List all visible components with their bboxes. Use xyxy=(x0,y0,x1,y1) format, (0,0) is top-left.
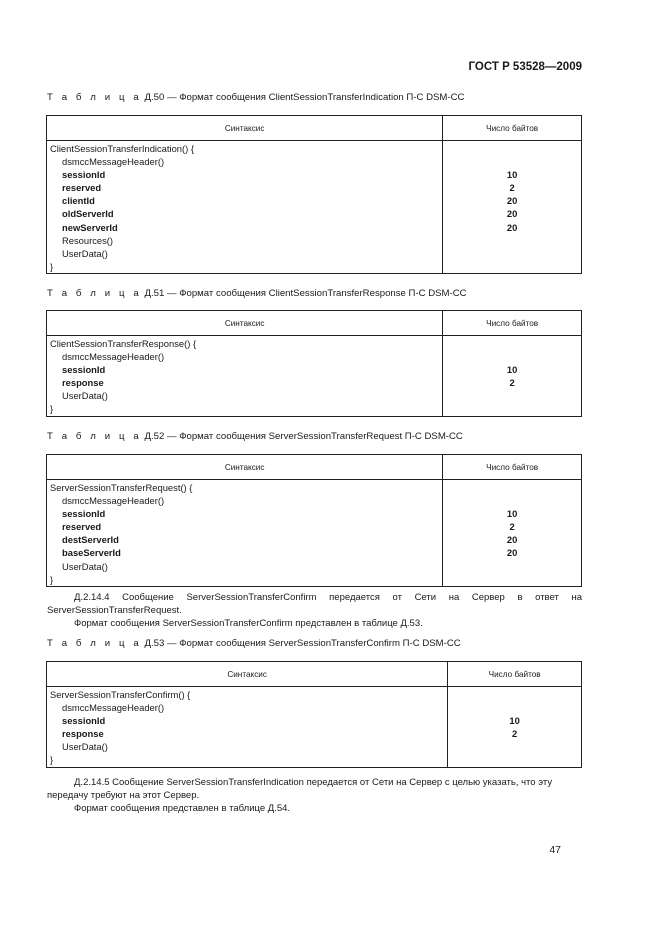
paragraph-line: Д.2.14.4 Сообщение ServerSessionTransferConfirm передается от Сети на Сервер в ответ на xyxy=(74,592,582,603)
bytes-header: Число байтов xyxy=(443,116,582,141)
bytes-column xyxy=(443,336,582,417)
table-d53 xyxy=(46,661,582,768)
bytes-header: Число байтов xyxy=(443,311,582,336)
caption-text: Д.51 — Формат сообщения ClientSessionTransferResponse П-С DSM-CC xyxy=(141,288,467,299)
syntax-line: oldServerId xyxy=(62,208,114,220)
syntax-line: } xyxy=(50,403,54,415)
bytes-value: 2 xyxy=(512,728,518,740)
bytes-value: 2 xyxy=(509,377,515,389)
table-caption-d50 xyxy=(47,92,464,103)
syntax-line: response xyxy=(62,377,104,389)
syntax-header: Синтаксис xyxy=(47,311,443,336)
syntax-line: UserData() xyxy=(62,741,108,753)
standard-header: ГОСТ Р 53528—2009 xyxy=(468,61,582,73)
syntax-line: baseServerId xyxy=(62,547,121,559)
syntax-line: destServerId xyxy=(62,534,119,546)
syntax-line: sessionId xyxy=(62,715,106,727)
paragraph-line: Д.2.14.5 Сообщение ServerSessionTransferIndication передается от Сети на Сервер с целью указать, что эту xyxy=(74,777,553,788)
bytes-header: Число байтов xyxy=(443,455,582,480)
bytes-value xyxy=(443,337,581,350)
bytes-value: 20 xyxy=(506,195,518,207)
syntax-line: ClientSessionTransferIndication() { xyxy=(50,143,194,154)
table-caption-d53 xyxy=(47,638,461,649)
paragraph-line: Формат сообщения ServerSessionTransferConfirm представлен в таблице Д.53. xyxy=(74,618,423,629)
bytes-value: 20 xyxy=(506,534,518,546)
bytes-value: 10 xyxy=(509,715,520,727)
bytes-value xyxy=(443,350,581,363)
syntax-line: ServerSessionTransferRequest() { xyxy=(50,482,193,493)
caption-prefix: Т а б л и ц а xyxy=(47,638,142,649)
table-caption-d51 xyxy=(47,288,467,299)
bytes-value: 10 xyxy=(506,364,518,376)
caption-text: Д.53 — Формат сообщения ServerSessionTransferConfirm П-С DSM-CC xyxy=(141,638,461,649)
syntax-line: UserData() xyxy=(62,560,108,572)
bytes-value: 2 xyxy=(509,521,515,533)
syntax-line: } xyxy=(50,260,54,272)
caption-text: Д.52 — Формат сообщения ServerSessionTransferRequest П-С DSM-CC xyxy=(141,431,463,442)
paragraph-d-2-14-5 xyxy=(47,776,582,815)
syntax-line: Resources() xyxy=(62,234,114,246)
bytes-value: 10 xyxy=(506,508,518,520)
syntax-line: response xyxy=(62,728,104,740)
bytes-value xyxy=(448,701,581,714)
syntax-line: reserved xyxy=(62,521,102,533)
syntax-line: ServerSessionTransferConfirm() { xyxy=(50,689,191,700)
paragraph-line: ServerSessionTransferRequest. xyxy=(47,605,182,616)
paragraph-d-2-14-4 xyxy=(47,591,582,630)
syntax-line: UserData() xyxy=(62,247,108,259)
syntax-line: dsmccMessageHeader() xyxy=(62,156,165,168)
syntax-line: } xyxy=(50,754,54,766)
bytes-header: Число байтов xyxy=(448,662,582,687)
syntax-line: clientId xyxy=(62,195,95,207)
bytes-value: 10 xyxy=(506,169,518,181)
syntax-line: sessionId xyxy=(62,364,106,376)
syntax-line: reserved xyxy=(62,182,102,194)
bytes-value: 20 xyxy=(506,221,518,233)
bytes-column xyxy=(443,141,582,274)
syntax-line: ClientSessionTransferResponse() { xyxy=(50,338,197,349)
syntax-line: dsmccMessageHeader() xyxy=(62,702,165,714)
bytes-value: 20 xyxy=(506,547,518,559)
syntax-line: dsmccMessageHeader() xyxy=(62,351,165,363)
bytes-value xyxy=(448,688,581,701)
bytes-column xyxy=(443,480,582,587)
bytes-column xyxy=(448,687,582,768)
syntax-line: } xyxy=(50,573,54,585)
syntax-line: sessionId xyxy=(62,508,106,520)
syntax-column xyxy=(47,687,448,768)
syntax-column xyxy=(47,336,443,417)
bytes-value xyxy=(443,494,581,507)
bytes-value: 20 xyxy=(506,208,518,220)
caption-prefix: Т а б л и ц а xyxy=(47,431,142,442)
paragraph-line: передачу требуют на этот Сервер. xyxy=(47,790,200,801)
bytes-value xyxy=(443,142,581,155)
page-number: 47 xyxy=(549,844,561,856)
bytes-value: 2 xyxy=(509,182,515,194)
syntax-line: UserData() xyxy=(62,390,108,402)
caption-prefix: Т а б л и ц а xyxy=(47,92,142,103)
paragraph-line: Формат сообщения представлен в таблице Д.54. xyxy=(74,803,291,814)
syntax-line: sessionId xyxy=(62,169,106,181)
bytes-value xyxy=(443,155,581,168)
bytes-value xyxy=(443,481,581,494)
syntax-line: dsmccMessageHeader() xyxy=(62,495,165,507)
syntax-line: newServerId xyxy=(62,221,118,233)
table-d52 xyxy=(46,454,582,587)
syntax-column xyxy=(47,141,443,274)
caption-prefix: Т а б л и ц а xyxy=(47,288,142,299)
syntax-column xyxy=(47,480,443,587)
table-caption-d52 xyxy=(47,431,463,442)
syntax-header: Синтаксис xyxy=(47,116,443,141)
caption-text: Д.50 — Формат сообщения ClientSessionTransferIndication П-С DSM-CC xyxy=(141,92,465,103)
syntax-header: Синтаксис xyxy=(47,662,448,687)
table-d51 xyxy=(46,310,582,417)
table-d50 xyxy=(46,115,582,274)
syntax-header: Синтаксис xyxy=(47,455,443,480)
